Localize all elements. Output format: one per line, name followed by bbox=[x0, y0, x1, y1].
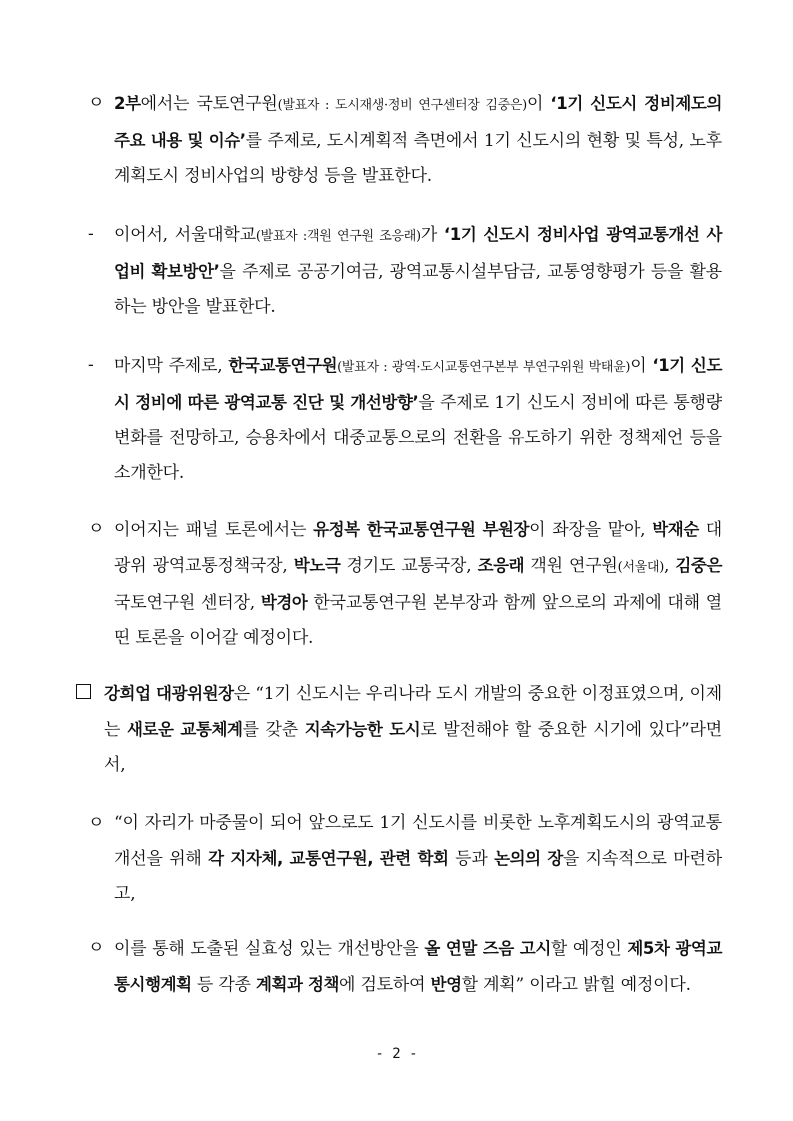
emphasis-text: 논의의 장 bbox=[494, 849, 563, 868]
paragraph-koti: - 마지막 주제로, 한국교통연구원(발표자 : 광역·도시교통연구본부 부연구위원 박태윤)이 ‘1기 신도시 정비에 따른 광역교통 진단 및 개선방향’을 주제로 1기 신도시 정비에 따른 통행량 변화를 전망하고, 승용차에서 대중교통으로의 전환을 유도하기 위한 정책제언 등을 소개한다. bbox=[88, 348, 722, 491]
paragraph-part2-intro: ㅇ 2부에서는 국토연구원(발표자 : 도시재생·정비 연구센터장 김중은)이 ‘1기 신도시 정비제도의 주요 내용 및 이슈’를 주제로, 도시계획적 측면에서 1기 신도시의 현황 및 특성, 노후계획도시 정비사업의 방향성 등을 발표한다. bbox=[88, 86, 722, 194]
moderator-name: 유정복 한국교통연구원 부원장 bbox=[313, 520, 530, 539]
emphasis-text: 새로운 교통체계 bbox=[126, 720, 243, 739]
paragraph-seoul-univ: - 이어서, 서울대학교(발표자 :객원 연구원 조응래)가 ‘1기 신도시 정비사업 광역교통개선 사업비 확보방안’을 주제로 공공기여금, 광역교통시설부담금, 교통영향평가 등을 활용하는 방안을 발표한다. bbox=[88, 217, 722, 325]
paragraph-panel-discussion: ㅇ 이어지는 패널 토론에서는 유정복 한국교통연구원 부원장이 좌장을 맡아, 박재순 대광위 광역교통정책국장, 박노극 경기도 교통국장, 조응래 객원 연구원(서울대), 김중은 국토연구원 센터장, 박경아 한국교통연구원 본부장과 함께 앞으로의 과제에 대해 열띤 토론을 이어갈 예정이다. bbox=[88, 512, 722, 656]
topic-title: ‘1기 신도시 정비제도의 주요 내용 및 이슈’ bbox=[114, 94, 722, 150]
panelist-name: 박재순 bbox=[652, 520, 699, 539]
paragraph-quote-conclusion: ㅇ 이를 통해 도출된 실효성 있는 개선방안을 올 연말 즈음 고시할 예정인 제5차 광역교통시행계획 등 각종 계획과 정책에 검토하여 반영할 계획” 이라고 밝힐 예정이다. bbox=[88, 931, 722, 1003]
paragraph-quote-continued: ㅇ “이 자리가 마중물이 되어 앞으로도 1기 신도시를 비롯한 노후계획도시의 광역교통 개선을 위해 각 지자체, 교통연구원, 관련 학회 등과 논의의 장을 지속적으로 마련하고, bbox=[88, 806, 722, 912]
panelist-name: 김중은 bbox=[675, 556, 722, 575]
circle-bullet: ㅇ bbox=[88, 93, 105, 113]
panelist-name: 조응래 bbox=[477, 556, 525, 575]
square-bullet-icon bbox=[76, 676, 102, 711]
speaker-name: 강희업 대광위원장 bbox=[104, 684, 234, 703]
circle-bullet: ㅇ bbox=[88, 519, 105, 539]
dash-bullet: - bbox=[88, 224, 94, 244]
dash-bullet: - bbox=[88, 355, 94, 375]
topic-title: ‘1기 신도시 정비사업 광역교통개선 사업비 확보방안’ bbox=[114, 225, 722, 281]
section-label: 2부 bbox=[114, 94, 141, 113]
emphasis-text: 각 지자체, 교통연구원, 관련 학회 bbox=[208, 849, 449, 868]
panelist-name: 박노극 bbox=[293, 556, 341, 575]
org-name: 한국교통연구원 bbox=[228, 356, 338, 375]
paragraph-commissioner-quote: 강희업 대광위원장은 “1기 신도시는 우리나라 도시 개발의 중요한 이정표였으며, 이제는 새로운 교통체계를 갖춘 지속가능한 도시로 발전해야 할 중요한 시기에 있다”라면서, bbox=[76, 676, 722, 783]
emphasis-text: 지속가능한 도시 bbox=[304, 720, 421, 739]
emphasis-text: 계획과 정책 bbox=[255, 975, 340, 994]
topic-title: ‘1기 신도시 정비에 따른 광역교통 진단 및 개선방향’ bbox=[114, 356, 722, 412]
panelist-name: 박경아 bbox=[260, 593, 308, 612]
plan-name: 제5차 광역교통시행계획 bbox=[114, 939, 723, 994]
page-number: - 2 - bbox=[375, 1046, 418, 1062]
circle-bullet: ㅇ bbox=[88, 938, 105, 958]
emphasis-text: 올 연말 즈음 고시 bbox=[424, 939, 551, 958]
emphasis-text: 반영 bbox=[430, 975, 462, 994]
circle-bullet: ㅇ bbox=[88, 813, 105, 833]
